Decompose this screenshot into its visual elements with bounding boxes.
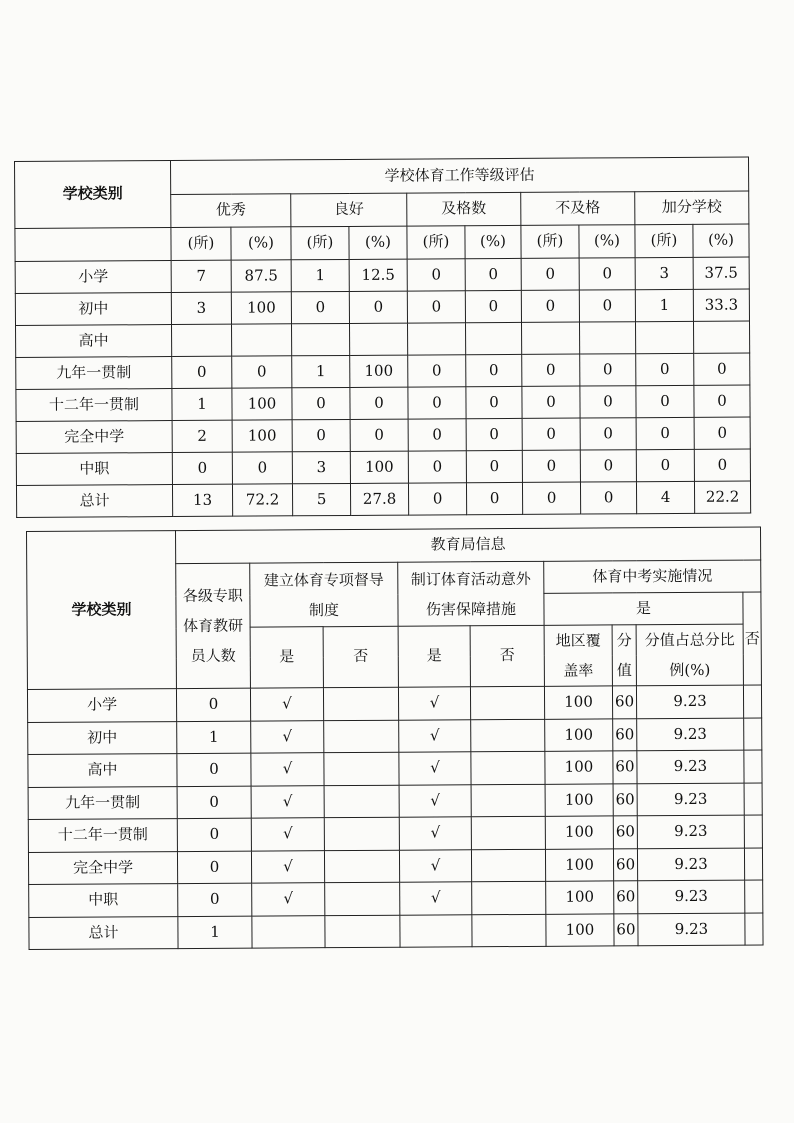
ratio-header-line: 分值占总分比: [644, 630, 735, 650]
data-cell: [465, 322, 521, 354]
row-label: 完全中学: [28, 851, 177, 884]
ins-yes-cell: [400, 914, 472, 947]
table2-title: 教育局信息: [176, 527, 761, 564]
table-row: [16, 353, 750, 389]
sup-yes-cell: √: [252, 883, 325, 916]
score-cell: 60: [614, 881, 638, 914]
ratio-cell: 9.23: [638, 913, 745, 946]
data-cell: 0: [350, 387, 408, 419]
table-row: [15, 289, 749, 325]
supervision-header: [250, 562, 398, 627]
data-cell: [693, 321, 749, 353]
ratio-cell: 9.23: [638, 880, 745, 913]
data-cell: 0: [232, 356, 292, 388]
ins-no-cell: [471, 719, 545, 752]
data-cell: 0: [292, 387, 350, 419]
data-cell: 0: [466, 386, 522, 418]
ins-yes-cell: √: [399, 784, 471, 817]
data-cell: 1: [291, 259, 349, 291]
data-cell: 0: [579, 290, 635, 322]
exam-no-cell: [744, 783, 762, 816]
data-cell: 0: [579, 258, 635, 290]
ins-yes-cell: √: [399, 849, 471, 882]
data-cell: 22.2: [694, 481, 750, 513]
data-cell: 0: [522, 450, 580, 482]
ins-yes-cell: √: [399, 817, 471, 850]
exam-no-cell: [745, 880, 763, 913]
data-cell: 1: [635, 289, 693, 321]
sup-yes-cell: [252, 915, 325, 948]
score-header-line: 分: [616, 631, 632, 650]
insurance-header: [398, 561, 544, 626]
unit-percent-header: (%): [349, 226, 407, 259]
data-cell: [579, 322, 635, 354]
data-cell: 0: [580, 482, 636, 514]
table-row: [16, 385, 750, 421]
exam-yes-header: 是: [544, 592, 743, 625]
data-cell: 0: [407, 291, 465, 323]
coverage-cell: 100: [545, 751, 613, 784]
data-cell: [349, 323, 407, 355]
data-cell: 0: [580, 386, 636, 418]
data-cell: 0: [580, 418, 636, 450]
data-cell: 1: [292, 355, 350, 387]
row-label: 高中: [28, 754, 177, 787]
teachers-header-line: 员人数: [190, 646, 236, 665]
sup-no-cell: [324, 817, 399, 850]
unit-count-header: (所): [291, 226, 349, 259]
row-label: 高中: [16, 325, 172, 358]
teachers-header: [176, 563, 251, 688]
data-cell: 0: [232, 452, 292, 484]
teachers-cell: 0: [177, 851, 251, 884]
sup-yes-cell: √: [251, 785, 324, 818]
data-cell: 0: [694, 417, 750, 449]
data-cell: 0: [636, 385, 694, 417]
supervision-header-line: 建立体育专项督导: [263, 570, 384, 590]
data-cell: 3: [171, 292, 231, 324]
sup-no-cell: [325, 915, 400, 948]
score-cell: 60: [613, 718, 637, 751]
data-cell: 0: [172, 356, 232, 388]
teachers-cell: 0: [177, 818, 251, 851]
row-label: 十二年一贯制: [16, 389, 172, 422]
unit-count-header: (所): [407, 226, 465, 259]
table-row: [27, 685, 761, 722]
data-cell: 33.3: [693, 289, 749, 321]
sup-no-cell: [324, 720, 399, 753]
data-cell: 0: [522, 386, 580, 418]
table1-title: 学校体育工作等级评估: [171, 157, 749, 195]
exam-no-cell: [744, 718, 762, 751]
table-row: [15, 257, 749, 293]
data-cell: 0: [580, 450, 636, 482]
insurance-header-line: 伤害保障措施: [425, 599, 517, 619]
ratio-cell: 9.23: [637, 815, 744, 848]
sup-no-cell: [325, 882, 400, 915]
unit-percent-header: (%): [465, 225, 521, 258]
unit-blank: [15, 228, 171, 262]
data-cell: [232, 324, 292, 356]
sup-no-cell: [324, 785, 399, 818]
table-row: [29, 913, 763, 950]
table-row: [16, 449, 750, 485]
grade-header: 及格数: [407, 192, 521, 226]
table-row: [16, 321, 750, 357]
table-row: [28, 718, 762, 755]
data-cell: 87.5: [231, 260, 291, 292]
table1-corner: 学校类别: [15, 161, 171, 229]
exam-no-cell: [743, 685, 761, 718]
ins-no-cell: [470, 686, 544, 719]
data-cell: [521, 322, 579, 354]
supervision-header-line: 制度: [308, 600, 340, 619]
data-cell: [291, 323, 349, 355]
coverage-cell: 100: [545, 718, 613, 751]
data-cell: 13: [172, 484, 232, 516]
score-cell: 60: [613, 783, 637, 816]
sup-no-cell: [324, 850, 399, 883]
coverage-cell: 100: [546, 881, 614, 914]
teachers-cell: 1: [178, 916, 252, 949]
unit-percent-header: (%): [693, 224, 749, 257]
sup-no-cell: [323, 687, 398, 720]
coverage-cell: 100: [544, 686, 612, 719]
data-cell: 0: [407, 259, 465, 291]
data-cell: 100: [232, 420, 292, 452]
ins-yes-cell: √: [400, 882, 472, 915]
table-row: [28, 848, 762, 885]
ratio-cell: 9.23: [637, 750, 744, 783]
data-cell: 0: [292, 419, 350, 451]
ins-no-cell: [471, 849, 545, 882]
education-bureau-info-table: [26, 527, 764, 950]
exam-no-header: 否: [743, 592, 762, 685]
exam-no-cell: [744, 848, 762, 881]
data-cell: 12.5: [349, 259, 407, 291]
table-row: [29, 880, 763, 917]
sup-yes-cell: √: [251, 818, 324, 851]
data-cell: 100: [350, 355, 408, 387]
data-cell: 0: [636, 417, 694, 449]
coverage-cell: 100: [545, 816, 613, 849]
data-cell: 0: [521, 290, 579, 322]
row-label: 十二年一贯制: [28, 819, 177, 852]
teachers-cell: 0: [177, 786, 251, 819]
coverage-cell: 100: [546, 913, 614, 946]
ratio-cell: 9.23: [637, 783, 744, 816]
teachers-cell: 1: [177, 721, 251, 754]
score-cell: 60: [613, 816, 637, 849]
row-label: 总计: [16, 485, 172, 518]
row-label: 初中: [28, 721, 177, 754]
data-cell: 100: [232, 388, 292, 420]
data-cell: 7: [171, 260, 231, 292]
data-cell: 0: [408, 483, 466, 515]
data-cell: 0: [694, 449, 750, 481]
table-row: [28, 815, 762, 852]
data-cell: 100: [350, 451, 408, 483]
data-cell: 27.8: [350, 483, 408, 515]
teachers-cell: 0: [178, 883, 252, 916]
ins-yes-cell: √: [399, 752, 471, 785]
exam-no-cell: [745, 913, 763, 946]
data-cell: [635, 321, 693, 353]
data-cell: 0: [350, 419, 408, 451]
score-cell: 60: [613, 848, 637, 881]
insurance-no-header: 否: [470, 625, 544, 686]
row-label: 初中: [15, 293, 171, 326]
data-cell: 0: [408, 451, 466, 483]
score-header: [612, 625, 636, 686]
grade-header: 优秀: [171, 194, 291, 228]
data-cell: 0: [466, 354, 522, 386]
row-label: 中职: [29, 884, 178, 917]
data-cell: 0: [465, 290, 521, 322]
ins-yes-cell: √: [399, 719, 471, 752]
exam-header: 体育中考实施情况: [544, 560, 761, 593]
table-row: [28, 750, 762, 787]
grade-header: 良好: [291, 193, 407, 227]
exam-no-cell: [744, 815, 762, 848]
data-cell: 1: [172, 388, 232, 420]
sup-yes-cell: √: [250, 688, 323, 721]
data-cell: 100: [231, 292, 291, 324]
row-label: 中职: [16, 453, 172, 486]
score-cell: 60: [614, 913, 638, 946]
grade-header: 不及格: [521, 192, 635, 226]
school-pe-grade-table: [14, 157, 751, 518]
data-cell: 0: [465, 258, 521, 290]
score-header-line: 值: [616, 661, 632, 680]
data-cell: 0: [522, 354, 580, 386]
coverage-cell: 100: [545, 848, 613, 881]
row-label: 完全中学: [16, 421, 172, 454]
table-row: [16, 417, 750, 453]
ins-no-cell: [472, 914, 546, 947]
data-cell: 0: [522, 418, 580, 450]
unit-percent-header: (%): [231, 227, 291, 260]
coverage-header-line: 地区覆: [555, 631, 601, 650]
insurance-header-line: 制订体育活动意外: [410, 569, 531, 589]
data-cell: 0: [466, 482, 522, 514]
grade-header: 加分学校: [635, 191, 749, 225]
ins-no-cell: [471, 784, 545, 817]
row-label: 小学: [15, 261, 171, 294]
exam-no-cell: [744, 750, 762, 783]
data-cell: 0: [408, 355, 466, 387]
data-cell: 3: [635, 257, 693, 289]
score-cell: 60: [612, 686, 636, 719]
data-cell: 0: [466, 450, 522, 482]
data-cell: 2: [172, 420, 232, 452]
ratio-cell: 9.23: [636, 685, 743, 718]
teachers-header-line: 各级专职: [182, 586, 243, 606]
data-cell: 0: [636, 449, 694, 481]
sup-yes-cell: √: [251, 753, 324, 786]
row-label: 九年一贯制: [16, 357, 172, 390]
row-label: 九年一贯制: [28, 786, 177, 819]
row-label: 小学: [27, 689, 176, 722]
data-cell: 0: [408, 419, 466, 451]
data-cell: 0: [466, 418, 522, 450]
table-row: [28, 783, 762, 820]
data-cell: 0: [694, 353, 750, 385]
row-label: 总计: [29, 916, 178, 949]
ratio-cell: 9.23: [637, 718, 744, 751]
unit-count-header: (所): [171, 227, 231, 260]
supervision-yes-header: 是: [250, 627, 323, 688]
data-cell: 0: [172, 452, 232, 484]
ins-no-cell: [471, 816, 545, 849]
unit-count-header: (所): [521, 225, 579, 258]
unit-count-header: (所): [635, 224, 693, 257]
data-cell: 0: [636, 353, 694, 385]
data-cell: 0: [522, 482, 580, 514]
supervision-no-header: 否: [323, 626, 398, 687]
teachers-cell: 0: [177, 753, 251, 786]
data-cell: 3: [292, 451, 350, 483]
table2-corner: 学校类别: [27, 531, 177, 690]
sup-yes-cell: √: [251, 720, 324, 753]
coverage-header-line: 盖率: [563, 661, 594, 680]
data-cell: 37.5: [693, 257, 749, 289]
data-cell: 0: [408, 387, 466, 419]
ratio-header-line: 例(%): [669, 660, 711, 680]
coverage-cell: 100: [545, 783, 613, 816]
data-cell: 72.2: [232, 484, 292, 516]
teachers-cell: 0: [176, 688, 250, 721]
ins-no-cell: [472, 881, 546, 914]
data-cell: 5: [292, 483, 350, 515]
data-cell: [172, 324, 232, 356]
sup-no-cell: [324, 752, 399, 785]
sup-yes-cell: √: [251, 850, 324, 883]
unit-percent-header: (%): [579, 225, 635, 258]
ins-no-cell: [471, 751, 545, 784]
teachers-header-line: 体育教研: [183, 616, 244, 636]
data-cell: 0: [521, 258, 579, 290]
score-cell: 60: [613, 751, 637, 784]
data-cell: 4: [636, 481, 694, 513]
table-row: [16, 481, 750, 517]
data-cell: 0: [349, 291, 407, 323]
data-cell: [407, 323, 465, 355]
ins-yes-cell: √: [398, 687, 470, 720]
data-cell: 0: [580, 354, 636, 386]
data-cell: 0: [291, 291, 349, 323]
ratio-cell: 9.23: [637, 848, 744, 881]
coverage-header: [544, 625, 612, 686]
ratio-header: [636, 624, 743, 686]
data-cell: 0: [694, 385, 750, 417]
insurance-yes-header: 是: [398, 626, 470, 687]
